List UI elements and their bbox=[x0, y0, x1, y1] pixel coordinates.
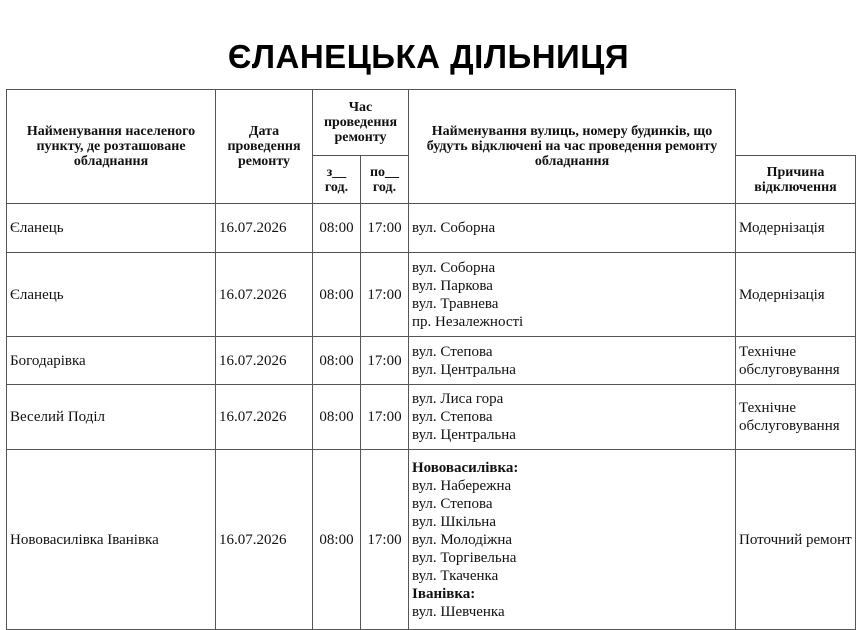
street-line: вул. Набережна bbox=[412, 477, 512, 494]
table-row bbox=[7, 450, 856, 630]
date-cell: 16.07.2026 bbox=[216, 450, 313, 630]
streets-cell bbox=[409, 253, 736, 337]
header-reason: Причина відключення bbox=[736, 156, 856, 204]
header-blank bbox=[736, 90, 856, 156]
settlement-cell: Нововасилівка Іванівка bbox=[7, 450, 216, 630]
time-to-cell: 17:00 bbox=[361, 337, 409, 385]
street-line: вул. Ткаченка bbox=[412, 567, 499, 584]
date-cell: 16.07.2026 bbox=[216, 253, 313, 337]
outage-schedule-table bbox=[6, 89, 856, 630]
time-from-cell: 08:00 bbox=[313, 204, 361, 253]
street-line: вул. Степова bbox=[412, 343, 493, 360]
header-settlement: Найменування населеного пункту, де розташоване обладнання bbox=[7, 90, 216, 204]
streets-cell bbox=[409, 204, 736, 253]
street-line: вул. Лиса гора bbox=[412, 391, 504, 407]
settlement-cell: Єланець bbox=[7, 253, 216, 337]
streets-cell bbox=[409, 450, 736, 630]
street-line: вул. Травнева bbox=[412, 295, 499, 312]
street-line: пр. Незалежності bbox=[412, 313, 524, 330]
street-line: вул. Паркова bbox=[412, 277, 493, 294]
street-line: Нововасилівка: bbox=[412, 459, 519, 476]
settlement-cell: Веселий Поділ bbox=[7, 385, 216, 450]
street-line: вул. Степова bbox=[412, 409, 493, 425]
table-row bbox=[7, 253, 856, 337]
street-line: вул. Центральна bbox=[412, 427, 516, 443]
time-from-cell: 08:00 bbox=[313, 253, 361, 337]
time-to-cell: 17:00 bbox=[361, 253, 409, 337]
streets-cell bbox=[409, 337, 736, 385]
header-from: з__ год. bbox=[313, 156, 361, 204]
header-streets: Найменування вулиць, номеру будинків, що будуть відключені на час проведення ремонту обладнання bbox=[409, 90, 736, 204]
date-cell: 16.07.2026 bbox=[216, 337, 313, 385]
reason-cell: Технічне обслуговування bbox=[736, 385, 856, 450]
street-line: вул. Шкільна bbox=[412, 513, 496, 530]
date-cell: 16.07.2026 bbox=[216, 385, 313, 450]
street-line: вул. Степова bbox=[412, 495, 493, 512]
street-line: вул. Центральна bbox=[412, 361, 516, 378]
table-row bbox=[7, 337, 856, 385]
street-line: вул. Молодіжна bbox=[412, 531, 513, 548]
reason-cell: Технічне обслуговування bbox=[736, 337, 856, 385]
table-row bbox=[7, 385, 856, 450]
time-from-cell: 08:00 bbox=[313, 385, 361, 450]
reason-cell: Модернізація bbox=[736, 253, 856, 337]
time-to-cell: 17:00 bbox=[361, 450, 409, 630]
time-to-cell: 17:00 bbox=[361, 204, 409, 253]
streets-cell bbox=[409, 385, 736, 450]
time-from-cell: 08:00 bbox=[313, 337, 361, 385]
header-date: Дата проведення ремонту bbox=[216, 90, 313, 204]
date-cell: 16.07.2026 bbox=[216, 204, 313, 253]
header-time: Час проведення ремонту bbox=[313, 90, 409, 156]
page-title: ЄЛАНЕЦЬКА ДІЛЬНИЦЯ bbox=[227, 38, 630, 75]
header-to: по__ год. bbox=[361, 156, 409, 204]
reason-cell: Модернізація bbox=[736, 204, 856, 253]
street-line: вул. Соборна bbox=[412, 220, 496, 236]
street-line: вул. Соборна bbox=[412, 259, 496, 276]
time-from-cell: 08:00 bbox=[313, 450, 361, 630]
street-line: Іванівка: bbox=[412, 585, 476, 602]
time-to-cell: 17:00 bbox=[361, 385, 409, 450]
settlement-cell: Богодарівка bbox=[7, 337, 216, 385]
table-row bbox=[7, 204, 856, 253]
reason-cell: Поточний ремонт bbox=[736, 450, 856, 630]
street-line: вул. Шевченка bbox=[412, 603, 505, 620]
settlement-cell: Єланець bbox=[7, 204, 216, 253]
street-line: вул. Торгівельна bbox=[412, 549, 517, 566]
